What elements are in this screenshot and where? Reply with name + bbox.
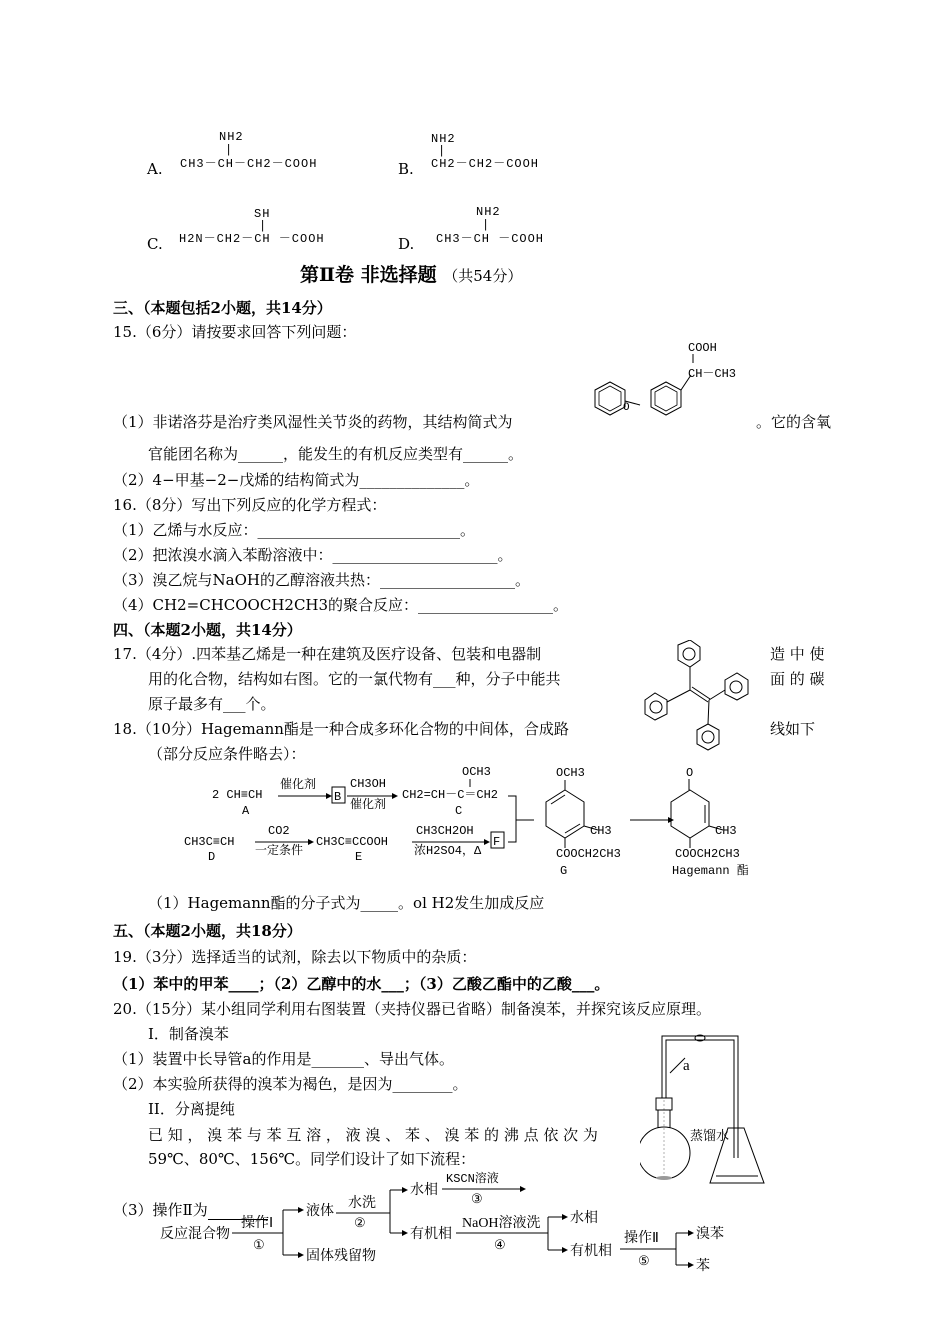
compound-e: CH3C≡CCOOH bbox=[316, 835, 389, 849]
option-a-formula: CH3－CH－CH2－COOH bbox=[180, 157, 318, 171]
flow-aq2: 水相 bbox=[570, 1211, 598, 1226]
q16-item-4: （4）CH2=CHCOOCH2CH3的聚合反应：__________________。 bbox=[113, 596, 569, 614]
q17-line3: 原子最多有___个。 bbox=[148, 695, 276, 713]
option-b-bond: | bbox=[438, 144, 447, 158]
ch-ch3-group: CH－CH3 bbox=[688, 367, 737, 381]
benzene-ring-left bbox=[595, 382, 625, 415]
option-d-formula: CH3－CH －COOH bbox=[436, 232, 545, 246]
part2-title-text: 第Ⅱ卷 非选择题 bbox=[300, 264, 437, 286]
flow-kscn: KSCN溶液 bbox=[446, 1172, 499, 1186]
cond-label: 一定条件 bbox=[255, 844, 304, 858]
flow-solid: 固体残留物 bbox=[306, 1249, 376, 1264]
option-c-formula: H2N－CH2－CH －COOH bbox=[179, 232, 325, 246]
option-d-label: D. bbox=[398, 235, 415, 253]
q16-item-3: （3）溴乙烷与NaOH的乙醇溶液共热：__________________。 bbox=[113, 571, 530, 589]
flow-op1: 操作Ⅰ bbox=[241, 1216, 274, 1231]
option-a-top: NH2 bbox=[219, 130, 244, 144]
compound-c: CH2=CH－C＝CH2 bbox=[402, 788, 499, 802]
q20-p1: （1）装置中长导管a的作用是_______、导出气体。 bbox=[113, 1050, 454, 1068]
q15-p2: （2）4−甲基−2−戊烯的结构简式为______________。 bbox=[113, 471, 480, 489]
flow-naoh: NaOH溶液洗 bbox=[462, 1216, 541, 1231]
q16-stem: 16.（8分）写出下列反应的化学方程式： bbox=[113, 496, 387, 514]
q20-p3a: 已 知 ， 溴 苯 与 苯 互 溶 ， 液 溴 、 苯 、 溴 苯 的 沸 点 依 次 为 bbox=[148, 1126, 598, 1144]
flow-n5: ⑤ bbox=[638, 1253, 650, 1268]
compound-b: B bbox=[334, 790, 342, 804]
h-ester: COOCH2CH3 bbox=[675, 847, 740, 861]
option-a-label: A. bbox=[147, 160, 163, 178]
flow-n1: ① bbox=[253, 1237, 265, 1252]
q18-line2: （部分反应条件略去）： bbox=[148, 745, 306, 763]
flow-org1: 有机相 bbox=[410, 1227, 452, 1242]
co2-label: CO2 bbox=[268, 824, 290, 838]
section4-heading: 四、（本题2小题，共14分） bbox=[113, 621, 302, 639]
benzene-ring-left-inner bbox=[599, 386, 621, 411]
flow-n2: ② bbox=[354, 1215, 366, 1230]
option-b-top: NH2 bbox=[431, 132, 456, 146]
q18-line1-right: 线如下 bbox=[770, 720, 816, 738]
q18-q1: （1）Hagemann酯的分子式为_____。ol H2发生加成反应 bbox=[148, 894, 545, 912]
cat1-label: 催化剂 bbox=[280, 778, 317, 792]
water-label: 蒸馏水 bbox=[690, 1128, 730, 1143]
fenoprofen-structure bbox=[565, 335, 765, 430]
q20-s2: II．分离提纯 bbox=[148, 1100, 235, 1118]
section5-heading: 五、（本题2小题，共18分） bbox=[113, 922, 302, 940]
c-och3: OCH3 bbox=[462, 765, 491, 779]
tube-a-label: a bbox=[683, 1058, 690, 1074]
flow-liquid: 液体 bbox=[306, 1204, 334, 1219]
h-o: O bbox=[686, 766, 694, 780]
compound-d-label: D bbox=[208, 850, 216, 864]
hagemann-synthesis-scheme bbox=[180, 760, 780, 885]
compound-d: CH3C≡CH bbox=[184, 835, 235, 849]
compound-c-label: C bbox=[455, 804, 463, 818]
compound-a-label: A bbox=[242, 804, 250, 818]
q17-line1-right: 造 中 使 bbox=[770, 645, 825, 663]
section3-heading: 三、（本题包括2小题，共14分） bbox=[113, 299, 332, 317]
flow-mix: 反应混合物 bbox=[160, 1227, 230, 1242]
q17-line2: 用的化合物，结构如右图。它的一氯代物有___种，分子中能共 bbox=[148, 670, 561, 688]
option-b-label: B. bbox=[398, 160, 414, 178]
q20-p2: （2）本实验所获得的溴苯为褐色，是因为________。 bbox=[113, 1075, 468, 1093]
q20-s1: I．制备溴苯 bbox=[148, 1025, 229, 1043]
flow-n3: ③ bbox=[471, 1191, 483, 1206]
g-ch3: CH3 bbox=[590, 824, 612, 838]
q20-p4-text: （3）操作Ⅱ为 bbox=[113, 1201, 208, 1219]
flow-org2: 有机相 bbox=[570, 1244, 612, 1259]
g-ester: COOCH2CH3 bbox=[556, 847, 621, 861]
option-c-label: C. bbox=[147, 235, 163, 253]
ethanol-label: CH3CH2OH bbox=[416, 824, 474, 838]
option-d-top: NH2 bbox=[476, 205, 501, 219]
q19-items: （1）苯中的甲苯____；（2）乙醇中的水___；（3）乙酸乙酯中的乙酸___。 bbox=[113, 975, 610, 993]
q15-p1c: 官能团名称为______，能发生的有机反应类型有______。 bbox=[148, 445, 524, 463]
hagemann-label: Hagemann 酯 bbox=[672, 864, 749, 878]
flow-n4: ④ bbox=[494, 1237, 506, 1252]
option-d-bond: | bbox=[482, 218, 491, 232]
h2so4-label: 浓H2SO4，Δ bbox=[414, 844, 482, 858]
flow-aq1: 水相 bbox=[410, 1183, 438, 1198]
q15-stem: 15.（6分）请按要求回答下列问题： bbox=[113, 323, 357, 341]
part2-note: （共54分） bbox=[443, 267, 523, 285]
q20-stem: 20.（15分）某小组同学利用右图装置（夹持仪器已省略）制备溴苯，并探究该反应原理。 bbox=[113, 1000, 711, 1018]
compound-f: F bbox=[493, 835, 501, 849]
tetraphenylethylene-structure bbox=[640, 640, 765, 760]
q16-item-2: （2）把浓溴水滴入苯酚溶液中：______________________。 bbox=[113, 546, 513, 564]
q20-p3b: 59℃、80℃、156℃。同学们设计了如下流程： bbox=[148, 1150, 476, 1168]
q15-p1b: 。它的含氧 bbox=[756, 413, 832, 431]
ring-hagemann bbox=[671, 790, 709, 838]
q15-p1a: （1）非诺洛芬是治疗类风湿性关节炎的药物，其结构简式为 bbox=[113, 413, 513, 431]
q17-line1: 17.（4分）.四苯基乙烯是一种在建筑及医疗设备、包装和电器制 bbox=[113, 645, 542, 663]
benzene-ring-right-inner bbox=[655, 386, 677, 411]
cat2-label: 催化剂 bbox=[350, 798, 387, 812]
option-c-top: SH bbox=[254, 207, 271, 221]
q18-line1: 18.（10分）Hagemann酯是一种合成多环化合物的中间体，合成路 bbox=[113, 720, 569, 738]
ring-g bbox=[546, 790, 584, 838]
part2-title bbox=[300, 260, 522, 287]
option-a-bond: | bbox=[225, 143, 234, 157]
g-och3: OCH3 bbox=[556, 766, 585, 780]
ether-o: O bbox=[623, 402, 630, 414]
cooh-group: COOH bbox=[688, 341, 717, 355]
option-b-formula: CH2－CH2－COOH bbox=[431, 157, 540, 171]
compound-e-label: E bbox=[355, 850, 363, 864]
compound-g-label: G bbox=[560, 864, 568, 878]
flow-bz: 苯 bbox=[696, 1259, 710, 1274]
flow-brbz: 溴苯 bbox=[696, 1227, 724, 1242]
compound-a: 2 CH≡CH bbox=[212, 788, 263, 802]
q19-stem: 19.（3分）选择适当的试剂，除去以下物质中的杂质： bbox=[113, 948, 477, 966]
separation-flowchart bbox=[150, 1165, 750, 1280]
h-ch3: CH3 bbox=[715, 824, 737, 838]
benzene-ring-right bbox=[651, 382, 681, 415]
q17-line2-right: 面 的 碳 bbox=[770, 670, 825, 688]
methanol-label: CH3OH bbox=[350, 777, 387, 791]
flow-wash: 水洗 bbox=[348, 1196, 376, 1211]
q16-item-1: （1）乙烯与水反应：___________________________。 bbox=[113, 521, 476, 539]
flow-op2: 操作Ⅱ bbox=[624, 1231, 659, 1246]
option-c-bond: | bbox=[259, 219, 268, 233]
